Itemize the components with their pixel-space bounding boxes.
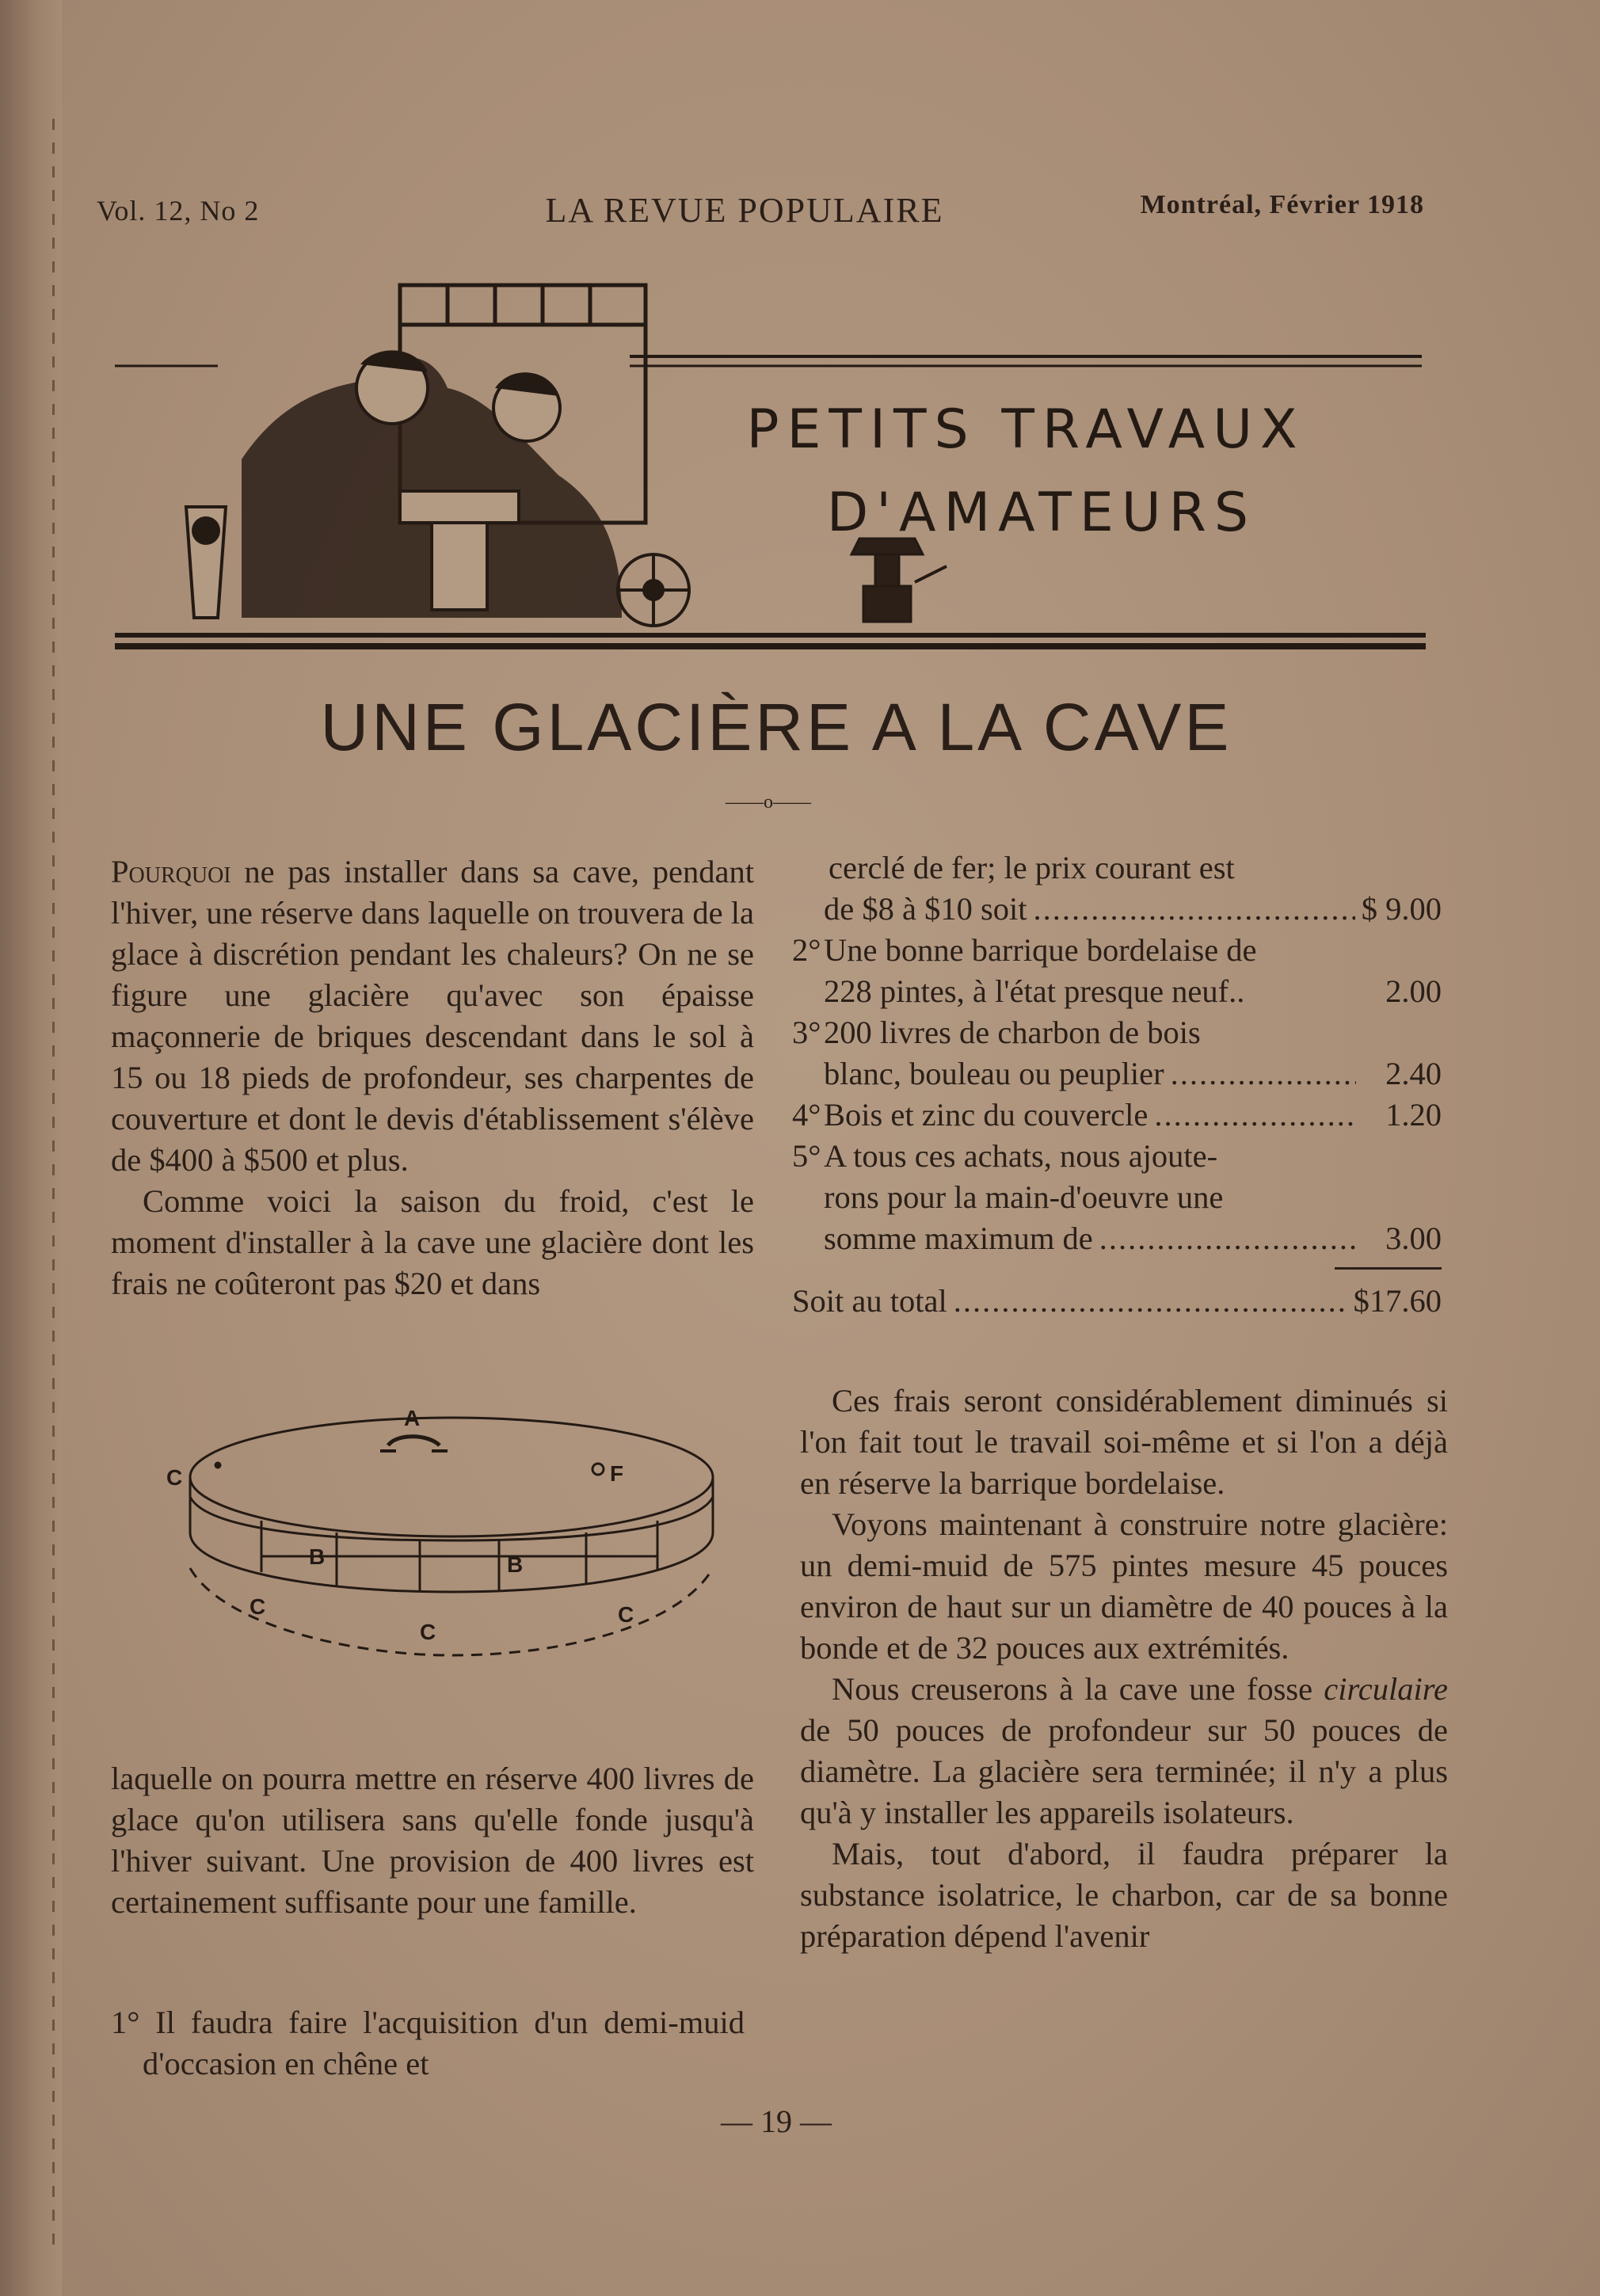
cost-item2-line1: Une bonne barrique bordelaise de — [824, 932, 1257, 968]
left-column-upper — [111, 851, 754, 1304]
paragraph-intro-text: ne pas installer dans sa cave, pendant l'hiver, une réserve dans laquelle on trouvera de la glace à discrétion pendant les chaleurs? On ne se figure une glacière qu'avec son épaisse maçonnerie de briques descendant dans le sol à 15 ou 18 pieds de profondeur, ses charpentes de couverture et dont le devis d'établissement s'élève de $400 à $500 et plus. — [111, 854, 755, 1178]
cost-list — [792, 847, 1442, 1322]
leader-dots — [1171, 1053, 1356, 1095]
journal-title: LA REVUE POPULAIRE — [545, 191, 944, 230]
cost-item5-line1: A tous ces achats, nous ajoute- — [824, 1138, 1218, 1174]
label-c-bottom-mid: C — [420, 1620, 436, 1644]
label-b-left: B — [309, 1544, 326, 1569]
leader-dots — [954, 1281, 1347, 1322]
drop-lead-word: Pourquoi — [111, 854, 231, 889]
label-c-bottom-left: C — [250, 1594, 266, 1619]
cost-item5-row3 — [792, 1218, 1442, 1259]
cost-item3-number: 3° — [792, 1015, 821, 1050]
paragraph-construction: Voyons maintenant à construire notre glacière: un demi-muid de 575 pintes mesure 45 pouces environ de haut sur un diamètre de 40 pouces à la bonde et de 32 pouces aux extrémités. — [800, 1506, 1448, 1666]
cost-item3-line2: blanc, bouleau ou peuplier — [824, 1056, 1164, 1091]
paragraph-capacity: laquelle on pourra mettre en réserve 400 livres de glace qu'on utilisera sans qu'elle fonde jusqu'à l'hiver suivant. Une provision de 400 livres est certainement suffisante pour une famille. — [111, 1761, 754, 1920]
cost-item5-line2: rons pour la main-d'oeuvre une — [824, 1179, 1224, 1215]
cost-item4-amount: 1.20 — [1385, 1097, 1442, 1133]
cost-total-amount: $17.60 — [1353, 1283, 1442, 1319]
binding-stitching — [52, 119, 55, 2257]
cost-item3-amount: 2.40 — [1385, 1056, 1442, 1091]
label-b-right: B — [507, 1552, 524, 1577]
cost-item5-row1 — [792, 1136, 1442, 1177]
paragraph-pit-a: Nous creuserons à la cave une fosse — [832, 1671, 1313, 1707]
cost-item5-row2 — [792, 1177, 1442, 1218]
cost-total-row — [792, 1281, 1442, 1322]
right-column-lower — [800, 1380, 1448, 1957]
cost-item5-number: 5° — [792, 1138, 821, 1174]
paragraph-item1: 1° Il faudra faire l'acquisition d'un demi-muid d'occasion en chêne et — [111, 2005, 745, 2081]
cost-item1-row — [792, 889, 1442, 930]
cost-item4-row — [792, 1095, 1442, 1136]
cost-item4-number: 4° — [792, 1097, 821, 1133]
cost-item2-number: 2° — [792, 932, 821, 968]
label-f: F — [610, 1461, 624, 1486]
page-number: — 19 — — [721, 2104, 832, 2139]
cost-item5-amount: 3.00 — [1385, 1220, 1442, 1256]
cost-item2-line2: 228 pintes, à l'état presque neuf.. — [824, 973, 1245, 1009]
leader-dots — [1033, 889, 1354, 930]
leader-dots — [1099, 1218, 1356, 1259]
cost-item1-label: de $8 à $10 soit — [824, 891, 1027, 927]
cost-item2-row1 — [792, 930, 1442, 971]
banner-line2: D'AMATEURS — [826, 482, 1257, 544]
article-title: UNE GLACIÈRE A LA CAVE — [320, 690, 1232, 764]
cost-item2-amount: 2.00 — [1385, 973, 1442, 1009]
cost-item3-row1 — [792, 1012, 1442, 1053]
paragraph-season: Comme voici la saison du froid, c'est le moment d'installer à la cave une glacière dont les frais ne coûteront pas $20 et dans — [111, 1183, 754, 1301]
banner-line1: PETITS TRAVAUX — [746, 398, 1305, 461]
title-ornament: ——o—— — [726, 792, 811, 813]
leader-dots — [1154, 1095, 1356, 1136]
paragraph-intro — [111, 851, 754, 1181]
issue-date: Montréal, Février 1918 — [1140, 190, 1424, 219]
paragraph-savings: Ces frais seront considérablement diminués si l'on fait tout le travail soi-même et si l'on a déjà en réserve la barrique bordelaise. — [800, 1383, 1448, 1501]
cost-item3-row2 — [792, 1053, 1442, 1095]
cost-item5-line3: somme maximum de — [824, 1220, 1093, 1256]
cost-item3-line1: 200 livres de charbon de bois — [824, 1015, 1201, 1050]
gear-wheel-drawing — [618, 554, 689, 626]
paragraph-pit-emphasis: circulaire — [1324, 1671, 1448, 1707]
barrel-figure — [158, 1402, 745, 1687]
cost-item1-amount: $ 9.00 — [1361, 891, 1442, 927]
vice-drawing — [851, 539, 947, 622]
label-c-left: C — [166, 1465, 183, 1490]
label-c-bottom-right: C — [618, 1602, 634, 1627]
cost-item2-row2 — [792, 971, 1442, 1012]
total-rule — [1335, 1267, 1442, 1270]
paragraph-pit — [800, 1669, 1448, 1833]
volume-number: Vol. 12, No 2 — [97, 195, 260, 227]
cost-item1-line1: cerclé de fer; le prix courant est — [829, 850, 1235, 885]
label-a: A — [404, 1406, 421, 1430]
paragraph-insulation: Mais, tout d'abord, il faudra préparer la substance isolatrice, le charbon, car de sa bonne préparation dépend l'avenir — [800, 1836, 1448, 1954]
left-column-item1 — [111, 2002, 745, 2085]
cost-item4-label: Bois et zinc du couvercle — [824, 1097, 1149, 1133]
left-column-lower — [111, 1758, 754, 1923]
paragraph-pit-b: de 50 pouces de profondeur sur 50 pouces de diamètre. La glacière sera terminée; il n'y a plus qu'à y installer les appareils isolateurs. — [800, 1712, 1448, 1830]
cost-total-label: Soit au total — [792, 1283, 947, 1319]
banner-illustration — [115, 269, 1426, 665]
workers-drawing — [186, 350, 622, 618]
